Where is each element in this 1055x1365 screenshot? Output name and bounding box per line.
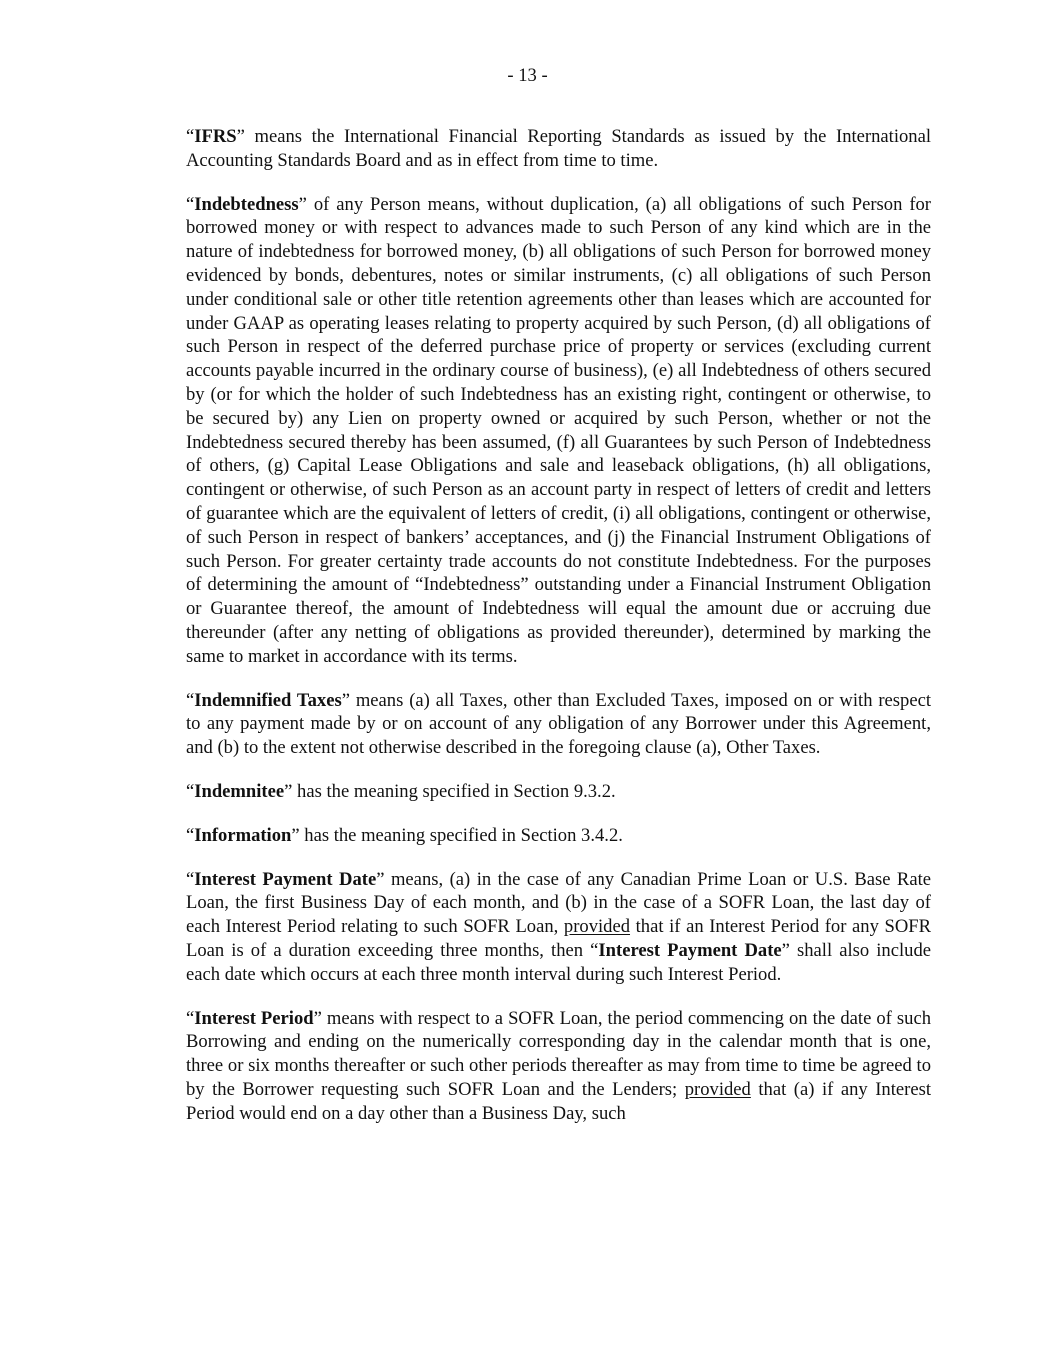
definition-text: means the International Financial Reporting Standards as issued by the International Accounting Standards Board and as in effect from time to time.: [186, 126, 931, 171]
definition-text: means, (a) in the case of any Canadian Prime Loan or U.S. Base Rate Loan, the first Business Day of each month, and (b) in the case of a SOFR Loan, the last day of each Interest Period relating to such SOFR Loan,: [186, 868, 932, 938]
definition-text: of any Person means, without duplication, (a) all obligations of such Person for borrowed money or with respect to advances made to such Person of any kind which are in the nature of indebtedness for borrowed money, (b) all obligations of such Person for borrowed money evidenced by bonds, debentures, notes or similar instruments, (c) all obligations of such Person under conditional sale or other title retention agreements other than leases which are accounted for under GAAP as operating leases relating to property acquired by such Person, (d) all obligations of such Person in respect of the deferred purchase price of property or services (excluding current accounts payable incurred in the ordinary course of business), (e) all Indebtedness of others secured by (or for which the holder of such Indebtedness has an existing right, contingent or otherwise, to be secured by) any Lien on property owned or acquired by such Person, whether or not the Indebtedness secured thereby has been assumed, (f) all Guarantees by such Person of Indebtedness of others, (g) Capital Lease Obligations and sale and leaseback obligations, (h) all obligations, contingent or otherwise, of such Person as an account party in respect of letters of credit and letters of guarantee which are the equivalent of letters of credit, (i) all obligations, contingent or otherwise, of such Person in respect of bankers’ acceptances, and (j) the Financial Instrument Obligations of such Person. For greater certainty trade accounts do not constitute Indebtedness. For the purposes of determining the amount of “Indebtedness” outstanding under a Financial Instrument Obligation or Guarantee thereof, the amount of Indebtedness will equal the amount due or accruing due thereunder (after any netting of obligations as provided thereunder), determined by marking the same to market in accordance with its terms.: [186, 193, 931, 667]
defined-term: Interest Payment Date: [598, 939, 782, 961]
definition-text: has the meaning specified in Section 9.3.2.: [292, 780, 616, 802]
definition-text: has the meaning specified in Section 3.4.2.: [299, 824, 623, 846]
definition-interest-period: “Interest Period” means with respect to a SOFR Loan, the period commencing on the date of such Borrowing and ending on the numerically corresponding day in the calendar month that is one, three or six months thereafter or such other periods thereafter as may from time to time be agreed to by the Borrower requesting such SOFR Loan and the Lenders; provided that (a) if any Interest Period would end on a day other than a Business Day, such: [186, 1007, 931, 1124]
definitions-body: [186, 125, 931, 1145]
defined-term: Indemnitee: [194, 780, 285, 802]
definition-indebtedness: “Indebtedness” of any Person means, without duplication, (a) all obligations of such Person for borrowed money or with respect to advances made to such Person of any kind which are in the nature of indebtedness for borrowed money, (b) all obligations of such Person for borrowed money evidenced by bonds, debentures, notes or similar instruments, (c) all obligations of such Person under conditional sale or other title retention agreements other than leases which are accounted for under GAAP as operating leases relating to property acquired by such Person, (d) all obligations of such Person in respect of the deferred purchase price of property or services (excluding current accounts payable incurred in the ordinary course of business), (e) all Indebtedness of others secured by (or for which the holder of such Indebtedness has an existing right, contingent or otherwise, to be secured by) any Lien on property owned or acquired by such Person, whether or not the Indebtedness secured thereby has been assumed, (f) all Guarantees by such Person of Indebtedness of others, (g) Capital Lease Obligations and sale and leaseback obligations, (h) all obligations, contingent or otherwise, of such Person as an account party in respect of letters of credit and letters of guarantee which are the equivalent of letters of credit, (i) all obligations, contingent or otherwise, of such Person in respect of bankers’ acceptances, and (j) the Financial Instrument Obligations of such Person. For greater certainty trade accounts do not constitute Indebtedness. For the purposes of determining the amount of “Indebtedness” outstanding under a Financial Instrument Obligation or Guarantee thereof, the amount of Indebtedness will equal the amount due or accruing due thereunder (after any netting of obligations as provided thereunder), determined by marking the same to market in accordance with its terms.: [186, 193, 931, 667]
defined-term: Interest Period: [194, 1007, 314, 1029]
definition-indemnitee: “Indemnitee” has the meaning specified in Section 9.3.2.: [186, 780, 616, 802]
definition-information: “Information” has the meaning specified in Section 3.4.2.: [186, 824, 623, 846]
definition-text: ” shall also include each date which occurs at each three month interval during such Interest Period.: [186, 939, 931, 985]
defined-term: Indemnified Taxes: [194, 689, 342, 711]
page-number: - 13 -: [507, 65, 548, 86]
definition-interest-payment-date: “Interest Payment Date” means, (a) in the case of any Canadian Prime Loan or U.S. Base Rate Loan, the first Business Day of each month, and (b) in the case of a SOFR Loan, the last day of each Interest Period relating to such SOFR Loan, provided that if an Interest Period for any SOFR Loan is of a duration exceeding three months, then “Interest Payment Date” shall also include each date which occurs at each three month interval during such Interest Period.: [186, 868, 932, 985]
definition-text: that (a) if any Interest Period would end on a day other than a Business Day, such: [186, 1078, 931, 1124]
definition-text: that if an Interest Period for any SOFR Loan is of a duration exceeding three months, then “: [186, 916, 931, 961]
provided-proviso: provided: [563, 916, 631, 938]
definition-text: means with respect to a SOFR Loan, the period commencing on the date of such Borrowing and ending on the numerically corresponding day in the calendar month that is one, three or six months thereafter or such other periods thereafter as may from time to time be agreed to by the Borrower requesting such SOFR Loan and the Lenders;: [186, 1007, 931, 1100]
definition-text: means (a) all Taxes, other than Excluded Taxes, imposed on or with respect to any payment made by or on account of any obligation of any Borrower under this Agreement, and (b) to the extent not otherwise described in the foregoing clause (a), Other Taxes.: [186, 689, 931, 759]
definition-indemnified-taxes: “Indemnified Taxes” means (a) all Taxes, other than Excluded Taxes, imposed on or with respect to any payment made by or on account of any obligation of any Borrower under this Agreement, and (b) to the extent not otherwise described in the foregoing clause (a), Other Taxes.: [186, 689, 931, 759]
defined-term: Interest Payment Date: [194, 868, 377, 890]
defined-term: Information: [194, 824, 292, 846]
definition-ifrs: “IFRS” means the International Financial Reporting Standards as issued by the International Accounting Standards Board and as in effect from time to time.: [186, 126, 931, 171]
provided-proviso: provided: [684, 1078, 751, 1100]
defined-term: Indebtedness: [194, 193, 299, 215]
defined-term: IFRS: [194, 126, 237, 147]
